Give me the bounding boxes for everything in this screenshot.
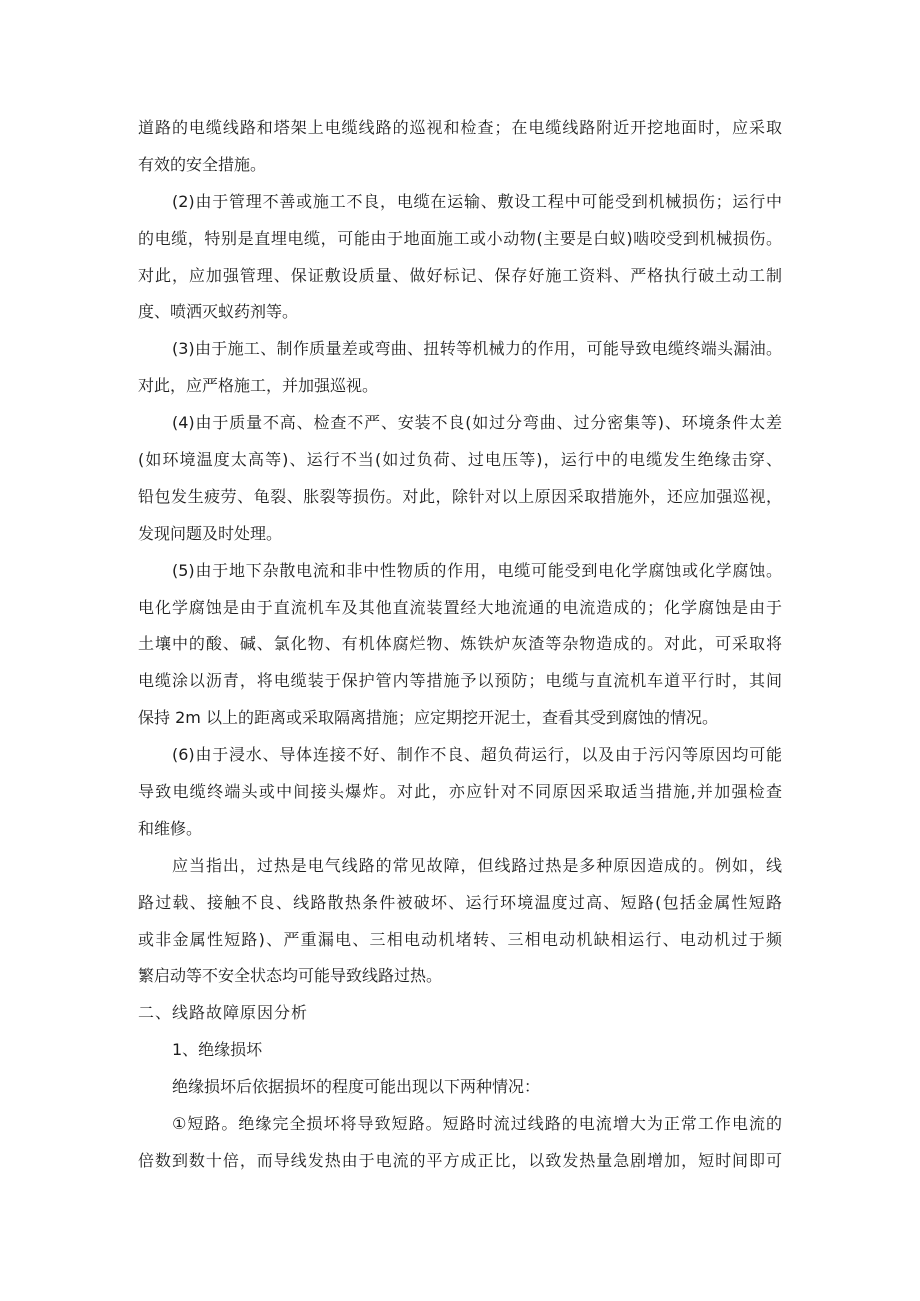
text-line: 对此，应加强管理、保证敷设质量、做好标记、保存好施工资料、严格执行破土动工制 bbox=[138, 265, 782, 285]
document-body bbox=[138, 110, 782, 1180]
text-line: (6)由于浸水、导体连接不好、制作不良、超负荷运行，以及由于污闪等原因均可能 bbox=[172, 745, 782, 765]
paragraph-point-1 bbox=[138, 1106, 782, 1180]
paragraph-note bbox=[138, 848, 782, 996]
text-line: (4)由于质量不高、检查不严、安装不良(如过分弯曲、过分密集等)、环境条件太差 bbox=[172, 413, 782, 433]
text-line: 对此，应严格施工，并加强巡视。 bbox=[138, 376, 379, 396]
paragraph-item-4 bbox=[138, 405, 782, 553]
text-line: 保持 2m 以上的距离或采取隔离措施；应定期挖开泥士，查看其受到腐蚀的情况。 bbox=[138, 708, 718, 728]
text-line: 铅包发生疲劳、龟裂、胀裂等损伤。对此，除针对以上原因采取措施外，还应加强巡视， bbox=[138, 486, 782, 506]
text-line: ①短路。绝缘完全损坏将导致短路。短路时流过线路的电流增大为正常工作电流的 bbox=[172, 1114, 782, 1134]
text-line: (5)由于地下杂散电流和非中性物质的作用，电缆可能受到电化学腐蚀或化学腐蚀。 bbox=[172, 560, 782, 580]
paragraph-continuation bbox=[138, 110, 782, 184]
text-line: 或非金属性短路)、严重漏电、三相电动机堵转、三相电动机缺相运行、电动机过于频 bbox=[138, 929, 782, 949]
text-line: 路过载、接触不良、线路散热条件被破坏、运行环境温度过高、短路(包括金属性短路 bbox=[138, 892, 782, 912]
text-line: 导致电缆终端头或中间接头爆炸。对此，亦应针对不同原因采取适当措施,并加强检查 bbox=[138, 782, 782, 802]
text-line: (2)由于管理不善或施工不良，电缆在运输、敷设工程中可能受到机械损伤；运行中 bbox=[172, 191, 782, 211]
text-line: 电化学腐蚀是由于直流机车及其他直流装置经大地流通的电流造成的；化学腐蚀是由于 bbox=[138, 597, 782, 617]
paragraph-item-5 bbox=[138, 553, 782, 737]
text-line: (如环境温度太高等)、运行不当(如过负荷、过电压等)，运行中的电缆发生绝缘击穿、 bbox=[138, 450, 782, 470]
text-line: 度、喷洒灭蚁药剂等。 bbox=[138, 302, 299, 322]
paragraph-item-6 bbox=[138, 737, 782, 848]
text-line: (3)由于施工、制作质量差或弯曲、扭转等机械力的作用，可能导致电缆终端头漏油。 bbox=[172, 339, 782, 359]
text-line: 和维修。 bbox=[138, 818, 203, 838]
section-heading: 二、线路故障原因分析 bbox=[138, 1003, 309, 1023]
paragraph-intro: 绝缘损坏后依据损坏的程度可能出现以下两种情况： bbox=[172, 1077, 541, 1097]
text-line: 繁启动等不安全状态均可能导致线路过热。 bbox=[138, 966, 443, 986]
text-line: 电缆涂以沥青，将电缆装于保护管内等措施予以预防；电缆与直流机车道平行时，其间 bbox=[138, 671, 782, 691]
paragraph-item-3 bbox=[138, 331, 782, 405]
text-line: 的电缆，特别是直埋电缆，可能由于地面施工或小动物(主要是白蚁)啮咬受到机械损伤。 bbox=[138, 228, 782, 248]
subsection-heading: 1、绝缘损坏 bbox=[172, 1040, 263, 1060]
text-line: 发现问题及时处理。 bbox=[138, 523, 283, 543]
text-line: 道路的电缆线路和塔架上电缆线路的巡视和检查；在电缆线路附近开挖地面时，应采取 bbox=[138, 118, 782, 137]
text-line: 有效的安全措施。 bbox=[138, 154, 267, 174]
text-line: 土壤中的酸、碱、氯化物、有机体腐烂物、炼铁炉灰渣等杂物造成的。对此，可采取将 bbox=[138, 634, 782, 654]
paragraph-item-2 bbox=[138, 184, 782, 332]
text-line: 倍数到数十倍，而导线发热由于电流的平方成正比，以致发热量急剧增加，短时间即可 bbox=[138, 1150, 782, 1170]
text-line: 应当指出，过热是电气线路的常见故障，但线路过热是多种原因造成的。例如，线 bbox=[172, 855, 782, 875]
